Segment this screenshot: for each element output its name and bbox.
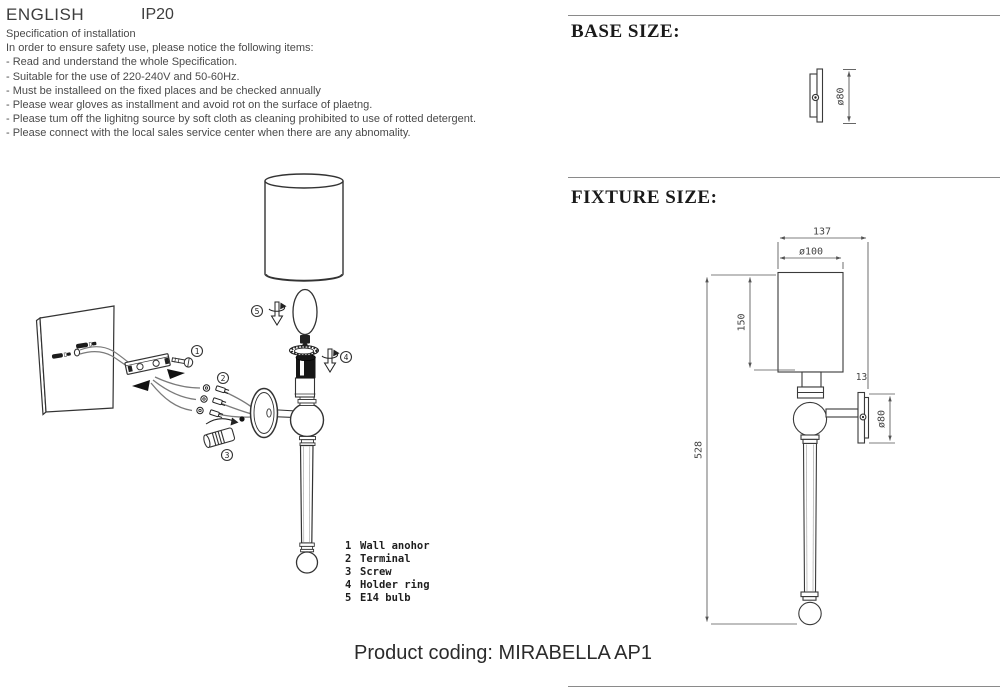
parts-list-item: 5 E14 bulb xyxy=(345,592,411,605)
parts-list-item: 4 Holder ring xyxy=(345,579,430,592)
svg-text:4: 4 xyxy=(343,352,349,362)
spec-title: Specification of installation xyxy=(6,28,136,40)
parts-list-item: 1 Wall anohor xyxy=(345,540,430,552)
svg-text:1: 1 xyxy=(194,346,200,356)
spec-item: - Read and understand the whole Specification. xyxy=(6,56,238,69)
base-size-title: BASE SIZE: xyxy=(571,21,681,42)
finial-ball xyxy=(799,602,821,624)
lamp-shade xyxy=(265,174,343,281)
divider-bottom xyxy=(568,686,1000,687)
finial-ball xyxy=(297,552,318,573)
spec-item: - Must be installeed on the fixed places and be checked annually xyxy=(6,84,321,97)
ball-joint xyxy=(291,397,324,437)
holder-ring xyxy=(290,346,319,356)
fixture-size-diagram xyxy=(690,215,910,635)
svg-text:3: 3 xyxy=(224,450,230,460)
fixture-size-title: FIXTURE SIZE: xyxy=(571,187,718,208)
shade-diameter-label: ø100 xyxy=(798,246,824,258)
callout-5 xyxy=(252,306,263,317)
exploded-installation-diagram xyxy=(0,160,560,640)
callout-4 xyxy=(341,352,352,363)
divider-top xyxy=(568,15,1000,16)
screw-in-arrow xyxy=(269,302,287,325)
plate-thickness-label: 13 xyxy=(855,372,868,383)
base-diameter-label: ø80 xyxy=(835,87,847,106)
callout-3 xyxy=(222,450,233,461)
screw-in-arrow xyxy=(322,349,340,372)
stem xyxy=(804,444,817,593)
parts-list xyxy=(345,540,430,605)
insert-arrow-right xyxy=(167,369,185,379)
base-size-diagram xyxy=(780,55,905,140)
callout-2 xyxy=(218,373,229,384)
fixture-side-view xyxy=(778,273,869,625)
bulb xyxy=(293,290,317,347)
spec-item: - Please wear gloves as installment and avoid rot on the surface of plaetng. xyxy=(6,99,373,112)
base-plate-side-view xyxy=(810,69,823,122)
shade-height-label: 150 xyxy=(736,313,748,332)
parts-list-item: 2 Terminal xyxy=(345,553,411,566)
wire-screws xyxy=(197,385,229,418)
specification-block xyxy=(6,27,476,141)
callout-1 xyxy=(192,346,203,357)
language-label: ENGLISH xyxy=(6,5,85,24)
wall-panel xyxy=(37,306,115,415)
spec-intro: In order to ensure safety use, please notice the following items: xyxy=(6,42,314,55)
stem xyxy=(297,437,318,574)
svg-text:5: 5 xyxy=(254,306,260,316)
product-coding: Product coding: MIRABELLA AP1 xyxy=(354,642,652,664)
svg-text:2: 2 xyxy=(220,373,226,383)
spec-item: - Suitable for the use of 220-240V and 50-60Hz. xyxy=(6,70,240,83)
wall-arm xyxy=(826,409,858,417)
ball-joint xyxy=(793,402,826,435)
divider-mid xyxy=(568,177,1000,178)
spec-item: - Please tum off the lighitng source by soft cloth as cleaning prohibited to use of rotted detergent. xyxy=(6,113,477,126)
shade-outline xyxy=(778,273,843,373)
ip-rating-label: IP20 xyxy=(141,6,174,23)
projection-dim-label: 137 xyxy=(812,226,832,238)
insert-arrow-left xyxy=(132,380,150,391)
screw-terminal-small xyxy=(171,355,193,368)
parts-list-item: 3 Screw xyxy=(345,566,392,579)
fixture-height-label: 528 xyxy=(693,440,705,460)
lamp-socket xyxy=(295,354,316,397)
connector-screw xyxy=(203,418,239,449)
plate-diameter-label: ø80 xyxy=(876,409,888,429)
spec-item: - Please connect with the local sales service center when there are any abnomality. xyxy=(6,127,411,140)
